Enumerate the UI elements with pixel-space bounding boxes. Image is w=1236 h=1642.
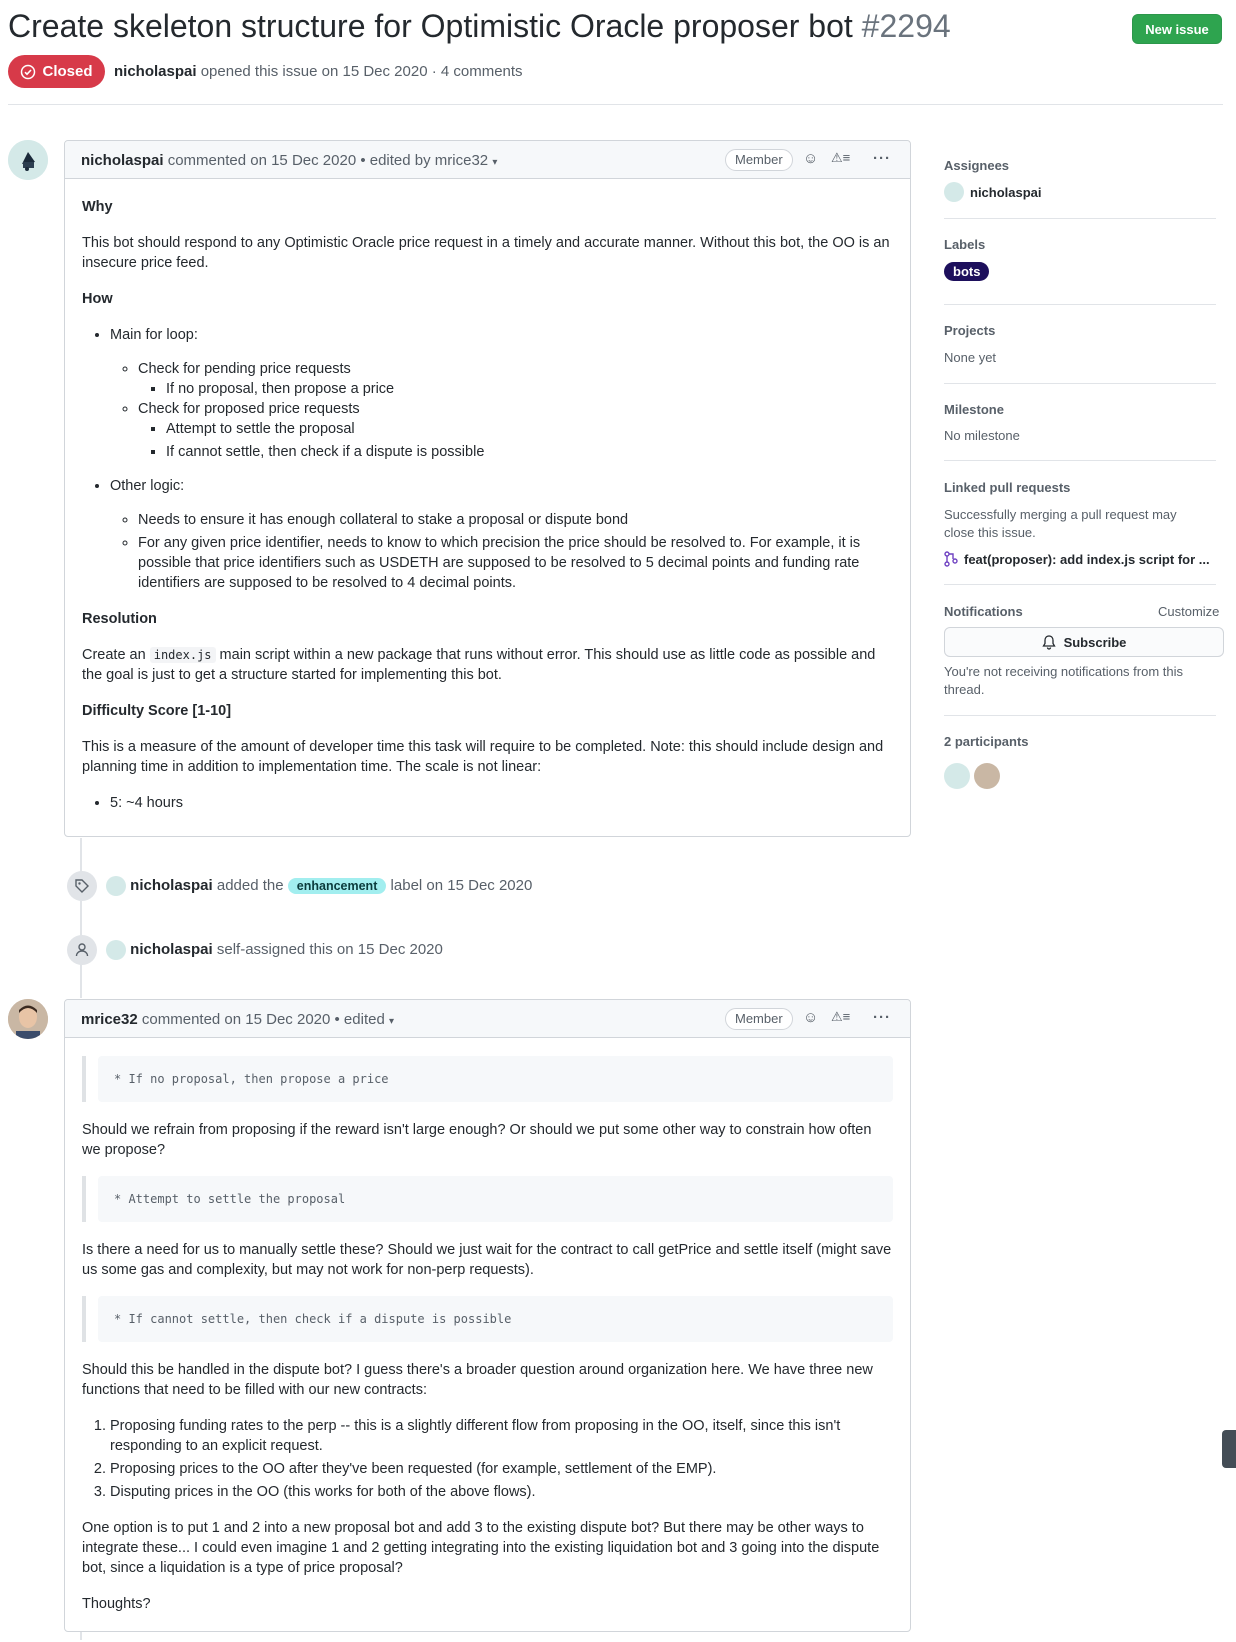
labels-heading[interactable]: Labels bbox=[944, 237, 986, 252]
status-badge bbox=[8, 55, 105, 88]
projects-value: None yet bbox=[944, 350, 997, 365]
report-icon[interactable]: ⚠≡ bbox=[831, 150, 851, 165]
chevron-down-icon[interactable]: ▾ bbox=[388, 1016, 395, 1027]
comment-author[interactable]: nicholaspai bbox=[81, 152, 164, 169]
divider bbox=[944, 715, 1216, 716]
avatar[interactable] bbox=[106, 876, 126, 896]
assignee[interactable] bbox=[944, 182, 1042, 202]
difficulty-text: This is a measure of the amount of developer time this task will require to be completed. Note: this should include design and planning time in addition to implementation time. The scale is not linear: bbox=[82, 739, 884, 775]
assign-event bbox=[106, 940, 443, 960]
resolution-text bbox=[82, 645, 893, 685]
pending-sublist bbox=[138, 379, 893, 399]
reply-paragraph: Should this be handled in the dispute bot? I guess there's a broader question around organization here. We have three new functions that need to be filled with our new contracts: bbox=[82, 1362, 873, 1398]
smiley-icon[interactable]: ☺ bbox=[803, 150, 819, 167]
notification-status: You're not receiving notifications from this thread. bbox=[944, 664, 1184, 697]
linked-pr-text: Successfully merging a pull request may close this issue. bbox=[944, 507, 1177, 540]
bell-icon bbox=[1042, 634, 1056, 650]
list-item: ▪ If no proposal, then propose a price bbox=[166, 379, 893, 399]
comment-box bbox=[64, 140, 911, 837]
comment-body bbox=[82, 1038, 893, 1614]
member-badge: Member bbox=[725, 149, 793, 171]
reply-paragraph: One option is to put 1 and 2 into a new proposal bot and add 3 to the existing dispute bot? But there may be other ways to integrate these... I could even imagine 1 and 2 getting integrating into the existing liquidation bot and 3 going into the dispute bot, since a liquidation is a type of price proposal? bbox=[82, 1520, 880, 1576]
scroll-handle[interactable] bbox=[1222, 1430, 1236, 1468]
avatar[interactable] bbox=[8, 999, 48, 1039]
smiley-icon[interactable]: ☺ bbox=[803, 1009, 819, 1026]
list-item: 3. Disputing prices in the OO (this works for both of the above flows). bbox=[110, 1482, 893, 1502]
list-item bbox=[110, 476, 893, 593]
main-loop-list bbox=[110, 359, 893, 462]
other-logic-text: Other logic: bbox=[110, 478, 185, 494]
status-text: Closed bbox=[42, 63, 93, 80]
resolution-heading: Resolution bbox=[82, 611, 157, 627]
why-text: This bot should respond to any Optimistic Oracle price request in a timely and accurate manner. Without this bot, the OO is an insecure price feed. bbox=[82, 235, 890, 271]
list-item bbox=[110, 325, 893, 462]
other-logic-list bbox=[110, 510, 893, 593]
participant-avatar[interactable] bbox=[974, 763, 1000, 789]
milestone-value: No milestone bbox=[944, 428, 1020, 443]
functions-list bbox=[82, 1416, 893, 1502]
avatar[interactable] bbox=[944, 182, 964, 202]
divider bbox=[944, 218, 1216, 219]
list-item: ◦ For any given price identifier, needs to know to which precision the price should be resolved to. For example, it is possible that price identifiers such as USDETH are supposed to be resolved to 5 decimal points and funding rate identifiers are supposed to be resolved to 4 decimal points. bbox=[138, 533, 893, 593]
assignees-heading[interactable]: Assignees bbox=[944, 158, 1010, 173]
label-list bbox=[944, 263, 989, 279]
list-item: 2. Proposing prices to the OO after they've been requested (for example, settlement of the EMP). bbox=[110, 1459, 893, 1479]
comment-author-line bbox=[81, 152, 497, 169]
tag-icon bbox=[67, 871, 97, 901]
participant-avatar[interactable] bbox=[944, 763, 970, 789]
linked-pr-link[interactable] bbox=[944, 551, 1210, 567]
report-icon[interactable]: ⚠≡ bbox=[831, 1009, 851, 1024]
new-issue-button[interactable]: New issue bbox=[1132, 14, 1222, 44]
blockquote bbox=[82, 1176, 893, 1222]
person-icon bbox=[67, 935, 97, 965]
comment-header bbox=[65, 141, 910, 179]
quoted-code: * If cannot settle, then check if a dispute is possible bbox=[98, 1296, 893, 1342]
event-text: label on 15 Dec 2020 bbox=[390, 876, 533, 894]
customize-link[interactable]: Customize bbox=[1158, 604, 1220, 619]
why-heading: Why bbox=[82, 199, 113, 215]
event-text: self-assigned this on 15 Dec 2020 bbox=[216, 940, 443, 958]
check-pending-text: Check for pending price requests bbox=[138, 361, 351, 377]
issue-title bbox=[8, 6, 951, 46]
resolution-post: main script within a new package that runs without error. This should use as little code as possible and the goal is just to get a structure started for implementing this bot. bbox=[82, 647, 876, 683]
notifications-heading: Notifications bbox=[944, 604, 1023, 619]
difficulty-heading: Difficulty Score [1-10] bbox=[82, 703, 232, 719]
blockquote bbox=[82, 1296, 893, 1342]
divider bbox=[944, 383, 1216, 384]
how-list bbox=[82, 325, 893, 593]
blockquote bbox=[82, 1056, 893, 1102]
kebab-menu-icon[interactable]: ··· bbox=[873, 1009, 891, 1026]
event-actor[interactable]: nicholaspai bbox=[130, 940, 213, 958]
list-item: • 5: ~4 hours bbox=[110, 793, 893, 813]
linked-pr-heading: Linked pull requests bbox=[944, 480, 1071, 495]
closed-icon bbox=[20, 64, 36, 80]
member-badge: Member bbox=[725, 1008, 793, 1030]
quoted-code: * If no proposal, then propose a price bbox=[98, 1056, 893, 1102]
linked-pr-title[interactable]: feat(proposer): add index.js script for ... bbox=[964, 551, 1210, 567]
event-text: added the bbox=[216, 876, 284, 894]
header-divider bbox=[8, 104, 1223, 105]
issue-meta bbox=[114, 63, 523, 80]
participants-heading: 2 participants bbox=[944, 734, 1029, 749]
assignee-name[interactable]: nicholaspai bbox=[970, 184, 1042, 200]
check-proposed-text: Check for proposed price requests bbox=[138, 401, 360, 417]
list-item bbox=[138, 359, 893, 399]
subscribe-label[interactable]: Subscribe bbox=[1063, 634, 1127, 650]
avatar[interactable] bbox=[8, 140, 48, 180]
chevron-down-icon[interactable]: ▾ bbox=[492, 157, 498, 168]
projects-heading[interactable]: Projects bbox=[944, 323, 996, 338]
list-item: ▪ Attempt to settle the proposal bbox=[166, 419, 893, 439]
bots-label[interactable]: bots bbox=[944, 262, 989, 281]
subscribe-button[interactable] bbox=[944, 627, 1224, 657]
divider bbox=[944, 584, 1216, 585]
avatar-image bbox=[8, 999, 48, 1039]
timeline-line bbox=[80, 838, 82, 998]
milestone-heading[interactable]: Milestone bbox=[944, 402, 1004, 417]
difficulty-list bbox=[82, 793, 893, 813]
divider bbox=[944, 460, 1216, 461]
issue-title-text: Create skeleton structure for Optimistic Oracle proposer bot bbox=[8, 8, 853, 44]
avatar[interactable] bbox=[106, 940, 126, 960]
issue-number: #2294 bbox=[861, 8, 951, 44]
resolution-pre: Create an bbox=[82, 647, 146, 663]
avatar-image bbox=[8, 140, 48, 180]
issue-author-link[interactable]: nicholaspai bbox=[114, 63, 197, 80]
comment-box bbox=[64, 999, 911, 1632]
event-actor[interactable]: nicholaspai bbox=[130, 876, 213, 894]
reply-paragraph: Should we refrain from proposing if the reward isn't large enough? Or should we put some other way to constrain how often we propose? bbox=[82, 1122, 872, 1158]
proposed-sublist bbox=[138, 419, 893, 462]
comment-body bbox=[82, 179, 893, 813]
enhancement-label[interactable]: enhancement bbox=[288, 878, 387, 894]
comment-meta[interactable]: commented on 15 Dec 2020 • edited bbox=[141, 1011, 385, 1028]
main-loop-text: Main for loop: bbox=[110, 327, 198, 343]
reply-paragraph: Thoughts? bbox=[82, 1596, 151, 1612]
reply-paragraph: Is there a need for us to manually settle these? Should we just wait for the contract to call getPrice and settle itself (might save us some gas and complexity, but may not work for non-perp requests). bbox=[82, 1242, 892, 1278]
how-heading: How bbox=[82, 291, 113, 307]
kebab-menu-icon[interactable]: ··· bbox=[873, 150, 891, 167]
comment-author[interactable]: mrice32 bbox=[81, 1011, 138, 1028]
issue-opened-text: opened this issue on 15 Dec 2020 · 4 comments bbox=[200, 63, 523, 80]
divider bbox=[944, 304, 1216, 305]
quoted-code: * Attempt to settle the proposal bbox=[98, 1176, 893, 1222]
inline-code: index.js bbox=[150, 647, 216, 663]
list-item bbox=[138, 399, 893, 462]
list-item: ◦ Needs to ensure it has enough collateral to stake a proposal or dispute bond bbox=[138, 510, 893, 530]
list-item: 1. Proposing funding rates to the perp -- this is a slightly different flow from proposing in the OO, itself, since this isn't responding to an explicit request. bbox=[110, 1416, 893, 1456]
comment-meta[interactable]: commented on 15 Dec 2020 • edited by mrice32 bbox=[167, 152, 489, 169]
comment-author-line bbox=[81, 1011, 394, 1028]
label-event bbox=[106, 876, 532, 896]
pull-request-icon bbox=[944, 551, 958, 567]
comment-header bbox=[65, 1000, 910, 1038]
list-item: ▪ If cannot settle, then check if a dispute is possible bbox=[166, 442, 893, 462]
